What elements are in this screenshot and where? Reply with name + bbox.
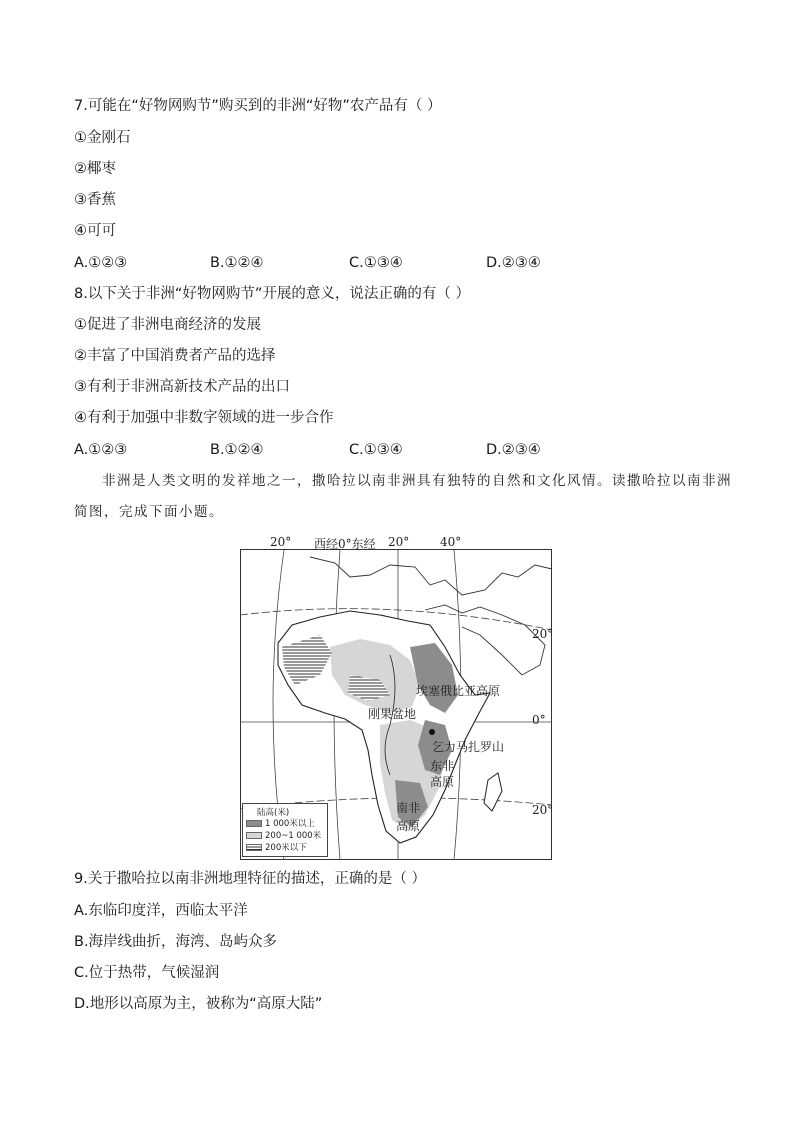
legend-label-low: 200米以下 [265,843,307,853]
passage-text: 非洲是人类文明的发祥地之一，撒哈拉以南非洲具有独特的自然和文化风情。读撒哈拉以南非洲简图，完成下面小题。 [74,473,732,520]
q9-option-b[interactable]: B.海岸线曲折，海湾、岛屿众多 [74,934,278,950]
q8-item-2: ②丰富了中国消费者产品的选择 [74,348,276,364]
q8-item-1: ①促进了非洲电商经济的发展 [74,317,261,333]
label-kilimanjaro: 乞力马扎罗山 [432,740,505,754]
q7-item-3: ③香蕉 [74,192,116,208]
q8-item-4: ④有利于加强中非数字领域的进一步合作 [74,410,334,426]
axis-e40: 40° [440,535,462,549]
q7-option-b[interactable]: B.①②④ [210,255,264,271]
legend-row-mid [246,830,321,840]
q8-option-c[interactable]: C.①③④ [349,442,403,458]
q7-option-c[interactable]: C.①③④ [349,255,403,271]
q8-stem: 8.以下关于非洲“好物网购节”开展的意义，说法正确的有（ ） [74,286,470,302]
q8-option-b[interactable]: B.①②④ [210,442,264,458]
q9-option-a[interactable]: A.东临印度洋，西临太平洋 [74,903,248,919]
q9-option-d[interactable]: D.地形以高原为主，被称为“高原大陆” [74,996,323,1012]
q7-option-a[interactable]: A.①②③ [74,255,128,271]
label-south-plateau-1: 南非 [396,801,421,815]
q8-option-d[interactable]: D.②③④ [486,442,541,458]
lat-s20: 20° [532,803,554,817]
lat-0: 0° [532,713,546,727]
kilimanjaro-marker [429,729,435,735]
legend-swatch-mid [246,832,262,839]
label-east-plateau-2: 高原 [430,775,455,789]
axis-center: 西经0°东经 [314,537,376,551]
axis-e20: 20° [388,535,410,549]
legend-label-high: 1 000米以上 [265,819,315,829]
legend-title: 陆高(米) [257,808,290,818]
q7-option-d[interactable]: D.②③④ [486,255,541,271]
label-south-plateau-2: 高原 [396,819,421,833]
legend-swatch-low [246,844,262,851]
q9-stem: 9.关于撒哈拉以南非洲地理特征的描述，正确的是（ ） [74,871,426,887]
legend-row-high [246,818,315,828]
q7-item-2: ②椰枣 [74,161,116,177]
legend-label-mid: 200~1 000米 [265,831,322,841]
legend-swatch-high [246,820,262,827]
lat-n20: 20° [532,627,554,641]
label-ethiopia-plateau: 埃塞俄比亚高原 [416,684,501,698]
q8-item-3: ③有利于非洲高新技术产品的出口 [74,379,290,395]
q7-item-1: ①金刚石 [74,130,131,146]
map-legend [242,803,328,857]
legend-row-low [246,842,307,852]
axis-w20: 20° [270,535,292,549]
passage [74,466,734,528]
label-congo-basin: 刚果盆地 [368,707,417,721]
q9-option-c[interactable]: C.位于热带，气候湿润 [74,965,220,981]
label-east-plateau-1: 东非 [430,759,455,773]
q7-stem: 7.可能在“好物网购节”购买到的非洲“好物”农产品有（ ） [74,98,442,114]
q8-option-a[interactable]: A.①②③ [74,442,128,458]
q7-item-4: ④可可 [74,223,116,239]
